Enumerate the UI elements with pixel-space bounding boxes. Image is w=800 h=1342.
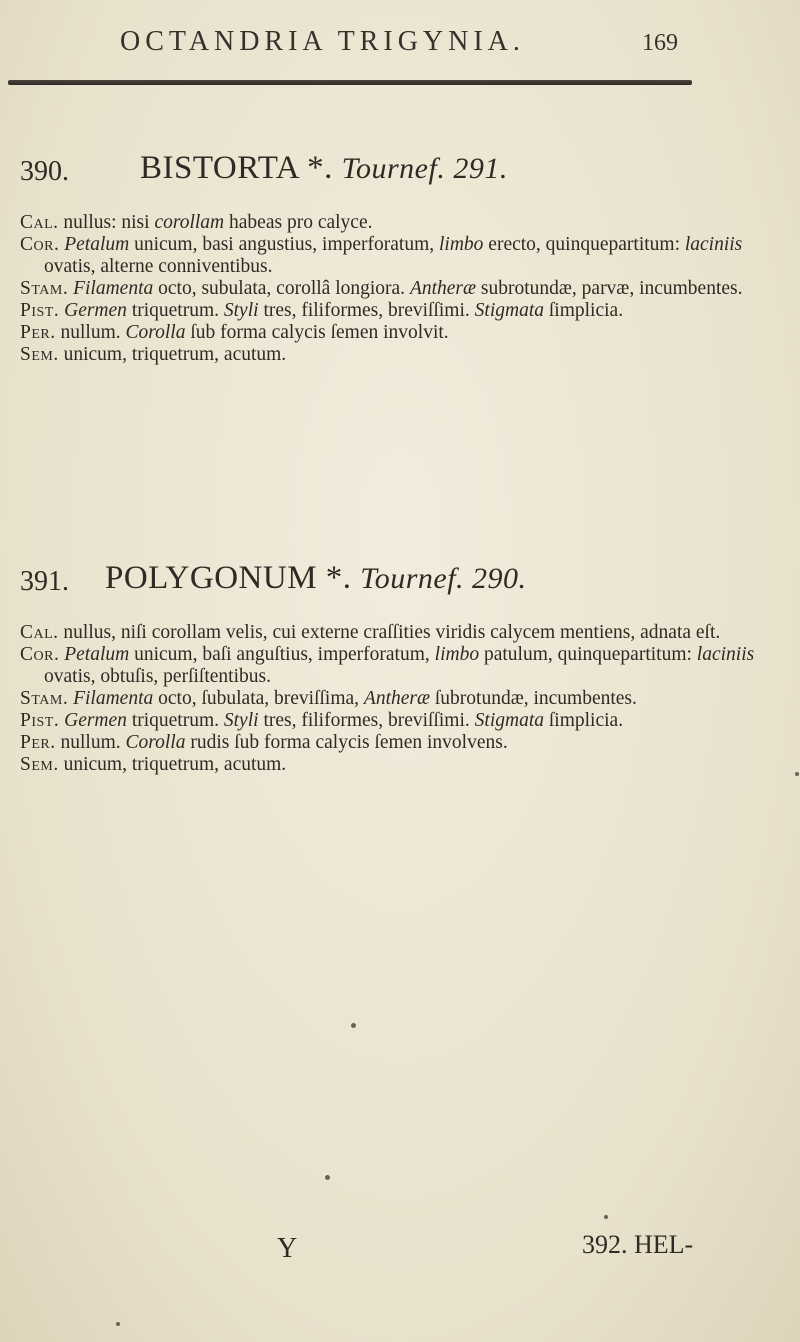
running-head (120, 26, 720, 58)
character-entry: Per. nullum. Corolla ſub forma calycis ſemen involvit. (20, 322, 449, 343)
italic-term: limbo (439, 234, 484, 255)
genus-section-bistorta (20, 150, 780, 366)
running-head-title: OCTANDRIA TRIGYNIA. (120, 26, 525, 57)
genus-section-polygonum (20, 560, 780, 776)
italic-term: Styli (223, 710, 259, 731)
genus-name-text: BISTORTA (140, 150, 299, 186)
character-entry: Cal. nullus: nisi corollam habeas pro calyce. (20, 212, 373, 233)
italic-term: Petalum (64, 234, 130, 255)
genus-name (140, 150, 508, 187)
entry-abbreviation: Sem. (20, 344, 59, 365)
entry-abbreviation: Pist. (20, 710, 60, 731)
genus-asterisk: *. (298, 150, 342, 186)
entry-abbreviation: Cor. (20, 234, 60, 255)
italic-term: Antheræ (409, 278, 477, 299)
header-rule (8, 80, 692, 85)
genus-number: 390. (20, 156, 69, 187)
genus-name-text: POLYGONUM (105, 560, 318, 596)
entry-abbreviation: Cal. (20, 622, 59, 643)
character-entry: Per. nullum. Corolla rudis ſub forma calycis ſemen involvens. (20, 732, 508, 753)
entry-abbreviation: Per. (20, 322, 56, 343)
italic-term: Germen (64, 710, 127, 731)
italic-term: laciniis (696, 644, 755, 665)
entry-abbreviation: Stam. (20, 688, 69, 709)
italic-term: limbo (434, 644, 480, 665)
character-entry: Cal. nullus, niſi corollam velis, cui externe craſſities viridis calycem mentiens, adnata eſt. (20, 622, 721, 643)
character-entry: Cor. Petalum unicum, baſi anguſtius, imperforatum, limbo patulum, quinquepartitum: laciniis ovatis, obtuſis, perſiſtentibus. (20, 644, 755, 687)
italic-term: Germen (64, 300, 127, 321)
character-entry: Sem. unicum, triquetrum, acutum. (20, 754, 287, 775)
italic-term: laciniis (684, 234, 743, 255)
genus-number: 391. (20, 566, 69, 597)
italic-term: Stigmata (474, 300, 544, 321)
genus-reference: Tournef. 291. (341, 152, 508, 185)
catchword: 392. HEL- (582, 1230, 694, 1259)
italic-term: Petalum (64, 644, 130, 665)
italic-term: Styli (223, 300, 259, 321)
genus-asterisk: *. (317, 560, 361, 596)
entry-abbreviation: Cor. (20, 644, 60, 665)
genus-heading (20, 560, 780, 604)
genus-name (105, 560, 527, 597)
italic-term: Filamenta (73, 688, 154, 709)
character-entry: Pist. Germen triquetrum. Styli tres, filiformes, breviſſimi. Stigmata ſimplicia. (20, 300, 624, 321)
character-entries (20, 212, 780, 366)
italic-term: Antheræ (363, 688, 430, 709)
character-entry: Cor. Petalum unicum, basi angustius, imperforatum, limbo erecto, quinquepartitum: laciniis ovatis, alterne conniventibus. (20, 234, 743, 277)
genus-heading (20, 150, 780, 194)
italic-term: Filamenta (73, 278, 154, 299)
italic-term: Corolla (125, 322, 186, 343)
entry-abbreviation: Sem. (20, 754, 59, 775)
character-entries (20, 622, 780, 776)
entry-abbreviation: Per. (20, 732, 56, 753)
page-number: 169 (642, 30, 678, 56)
signature-mark: Y (277, 1233, 298, 1264)
italic-term: Corolla (125, 732, 186, 753)
character-entry: Stam. Filamenta octo, ſubulata, breviſſima, Antheræ ſubrotundæ, incumbentes. (20, 688, 637, 709)
entry-abbreviation: Stam. (20, 278, 69, 299)
character-entry: Sem. unicum, triquetrum, acutum. (20, 344, 287, 365)
character-entry: Stam. Filamenta octo, subulata, corollâ longiora. Antheræ subrotundæ, parvæ, incumbentes. (20, 278, 743, 299)
italic-term: corollam (154, 212, 225, 233)
entry-abbreviation: Pist. (20, 300, 60, 321)
genus-reference: Tournef. 290. (360, 562, 527, 595)
character-entry: Pist. Germen triquetrum. Styli tres, filiformes, breviſſimi. Stigmata ſimplicia. (20, 710, 624, 731)
italic-term: Stigmata (474, 710, 544, 731)
entry-abbreviation: Cal. (20, 212, 59, 233)
